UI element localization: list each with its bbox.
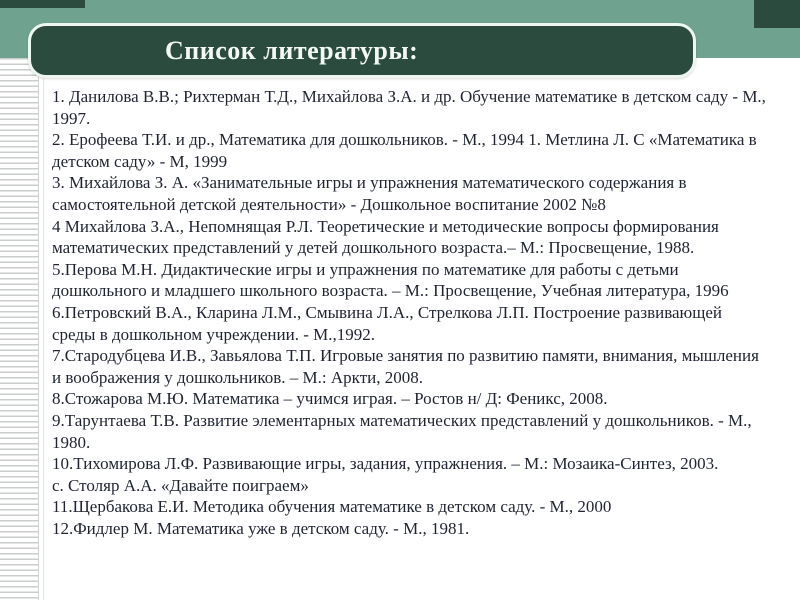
reference-item: 11.Щербакова Е.И. Методика обучения математике в детском саду. - М., 2000 xyxy=(52,497,612,517)
paper-edge-decoration xyxy=(0,58,39,600)
reference-item: 1. Данилова В.В.; Рихтерман Т.Д., Михайлова З.А. и др. Обучение математике в детском саду - М., 1997. xyxy=(52,87,766,128)
reference-item: 7.Стародубцева И.В., Завьялова Т.П. Игровые занятия по развитию памяти, внимания, мышления и воображения у дошкольников. – М.: Аркти, 2008. xyxy=(52,346,759,387)
corner-accent-right xyxy=(754,0,800,28)
reference-item: 9.Тарунтаева Т.В. Развитие элементарных математических представлений у дошкольников. - М., 1980. xyxy=(52,410,752,452)
reference-item: с. Столяр А.А. «Давайте поиграем» xyxy=(52,475,309,495)
reference-item: 3. Михайлова З. А. «Занимательные игры и упражнения математического содержания в самостоятельной детской деятельности» - Дошкольное воспитание 2002 №8 xyxy=(52,173,687,214)
reference-item: 2. Ерофеева Т.И. и др., Математика для дошкольников. - М., 1994 1. Метлина Л. С «Математика в детском саду» - М, 1999 xyxy=(52,130,757,171)
reference-item: 10.Тихомирова Л.Ф. Развивающие игры, задания, упражнения. – М.: Мозаика-Синтез, 2003. xyxy=(52,454,719,474)
references-list xyxy=(52,86,766,539)
corner-accent-left xyxy=(0,0,85,8)
reference-item: 6.Петровский В.А., Кларина Л.М., Смывина Л.А., Стрелкова Л.П. Построение развивающей среды в дошкольном учреждении. - М.,1992. xyxy=(52,302,722,344)
reference-item: 5.Перова М.Н. Дидактические игры и упражнения по математике для работы с детьми дошкольного и младшего школьного возраста. – М.: Просвещение, Учебная литература, 1996 xyxy=(52,259,729,301)
reference-item: 12.Фидлер М. Математика уже в детском саду. - М., 1981. xyxy=(52,518,470,538)
reference-item: 4 Михайлова З.А., Непомнящая Р.Л. Теоретические и методические вопросы формирования математических представлений у детей дошкольного возраста.– М.: Просвещение, 1988. xyxy=(52,216,719,258)
reference-item: 8.Стожарова М.Ю. Математика – учимся играя. – Ростов н/ Д: Феникс, 2008. xyxy=(52,389,608,409)
slide-title-plate xyxy=(28,23,696,78)
page-title: Список литературы: xyxy=(165,35,419,65)
